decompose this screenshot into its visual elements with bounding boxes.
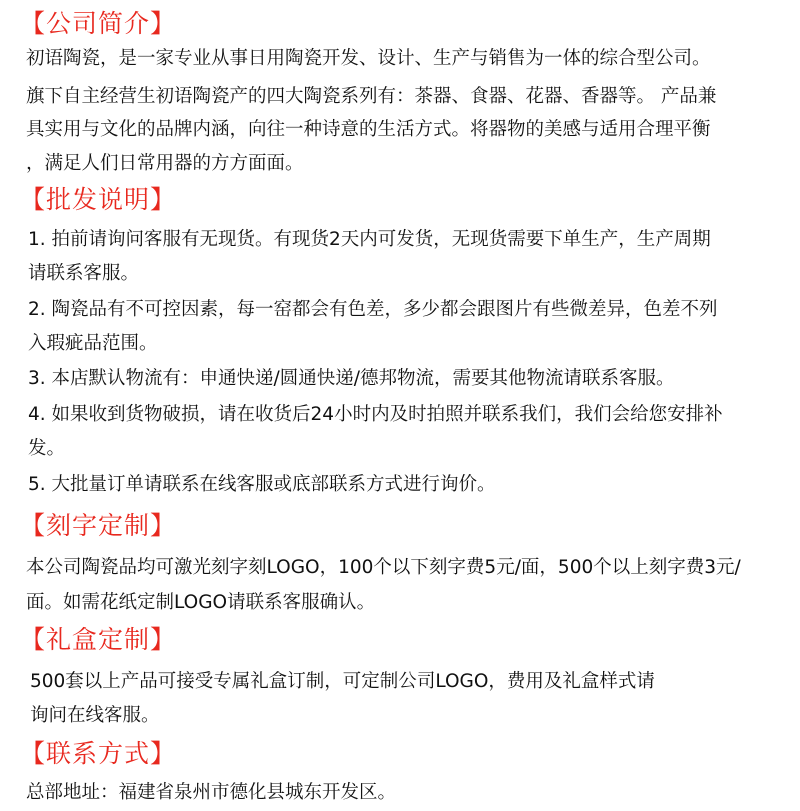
bracket-open: 【 [20,185,47,214]
bracket-close: 】 [150,625,177,654]
heading-title: 刻字定制 [46,511,151,540]
company-line-4: ，满足人们日常用器的方方面面。 [26,153,304,174]
wholesale-line-4: 入瑕疵品范围。 [28,333,158,354]
wholesale-line-5: 3. 本店默认物流有：申通快递/圆通快递/德邦物流，需要其他物流请联系客服。 [28,368,675,389]
heading-title: 联系方式 [46,739,151,768]
wholesale-line-3: 2. 陶瓷品有不可控因素，每一窑都会有色差，多少都会跟图片有些微差异，色差不列 [28,299,718,320]
bracket-close: 】 [150,511,177,540]
heading-title: 公司简介 [46,9,151,38]
heading-wholesale [20,184,176,216]
heading-title: 礼盒定制 [46,625,151,654]
company-line-3: 具实用与文化的品牌内涵，向往一种诗意的生活方式。将器物的美感与适用合理平衡 [26,119,711,140]
wholesale-line-1: 1. 拍前请询问客服有无现货。有现货2天内可发货，无现货需要下单生产，生产周期 [28,229,711,250]
heading-engraving [20,510,176,542]
wholesale-line-2: 请联系客服。 [28,263,140,284]
company-line-1: 初语陶瓷，是一家专业从事日用陶瓷开发、设计、生产与销售为一体的综合型公司。 [26,48,711,69]
heading-giftbox [20,624,176,656]
contact-line-1: 总部地址：福建省泉州市德化县城东开发区。 [26,782,397,803]
company-line-2: 旗下自主经营生初语陶瓷产的四大陶瓷系列有：茶器、食器、花器、香器等。 产品兼 [26,86,717,107]
bracket-close: 】 [150,739,177,768]
giftbox-line-2: 询问在线客服。 [30,705,160,726]
bracket-close: 】 [150,9,177,38]
heading-contact [20,738,176,770]
heading-title: 批发说明 [46,185,151,214]
bracket-open: 【 [20,511,47,540]
bracket-open: 【 [20,739,47,768]
engraving-line-2: 面。如需花纸定制LOGO请联系客服确认。 [26,592,376,613]
heading-company-intro [20,8,176,40]
wholesale-line-8: 5. 大批量订单请联系在线客服或底部联系方式进行询价。 [28,474,496,495]
bracket-open: 【 [20,9,47,38]
wholesale-line-7: 发。 [28,438,66,459]
bracket-close: 】 [150,185,177,214]
giftbox-line-1: 500套以上产品可接受专属礼盒订制，可定制公司LOGO，费用及礼盒样式请 [30,671,655,692]
wholesale-line-6: 4. 如果收到货物破损，请在收货后24小时内及时拍照并联系我们，我们会给您安排补 [28,404,723,425]
bracket-open: 【 [20,625,47,654]
engraving-line-1: 本公司陶瓷品均可激光刻字刻LOGO，100个以下刻字费5元/面，500个以上刻字费3元/ [26,557,741,578]
